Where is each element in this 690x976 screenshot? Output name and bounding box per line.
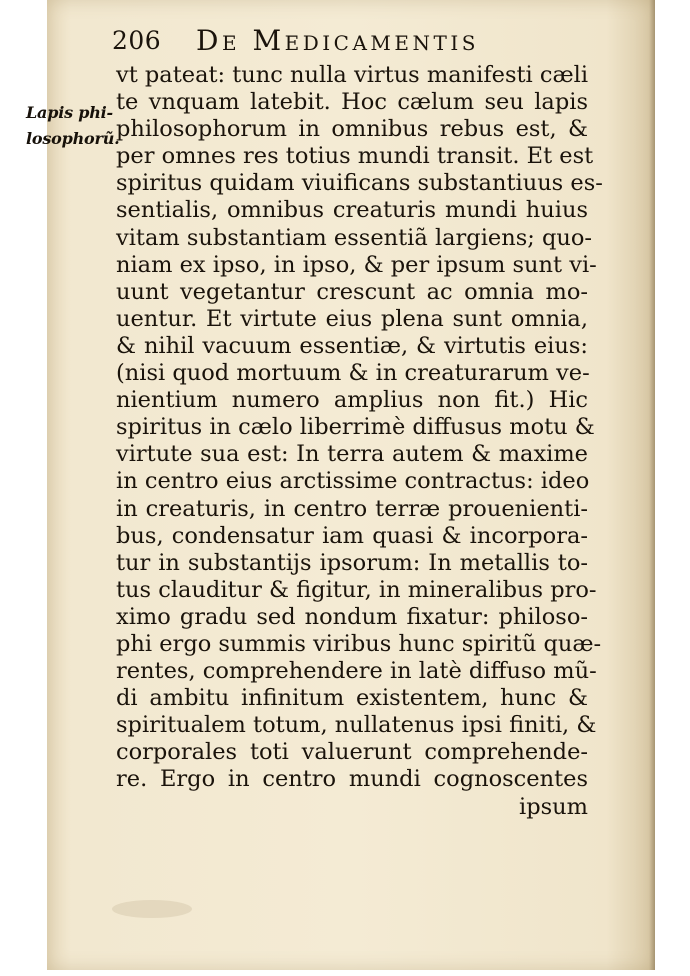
page-edge-shadow [649,0,655,970]
text-line: phi ergo summis viribus hunc spiritũ quæ- [116,630,602,657]
text-line: (nisi quod mortuum & in creaturarum ve- [116,360,590,387]
text-line: per omnes res totius mundi transit. Et est [116,143,594,170]
page-number: 206 [112,26,162,55]
text-line: vitam substantiam essentiã largiens; quo- [116,224,593,251]
text-line: in creaturis, in centro terræ prouenienti- [116,495,588,522]
margin-note-line: losophorũ. [26,129,120,148]
text-line: bus, condensatur iam quasi & incorpora- [116,522,588,549]
text-line: spiritualem totum, nullatenus ipsi finiti, & [116,712,597,739]
text-line: sentialis, omnibus creaturis mundi huius [116,197,588,224]
text-line: uunt vegetantur crescunt ac omnia mo- [116,278,588,305]
text-line: in centro eius arctissime contractus: ideo [116,468,590,495]
catchword: ipsum [519,793,588,820]
text-line: spiritus in cælo liberrimè diffusus motu & [116,414,595,441]
text-line: nientium numero amplius non fit.) Hic [116,387,588,414]
body-text [116,62,603,821]
margin-note-line: Lapis phi- [26,103,114,122]
text-line: spiritus quidam viuificans substantiuus es- [116,170,603,197]
text-line: vt pateat: tunc nulla virtus manifesti cæli [116,62,589,88]
text-line: te vnquam latebit. Hoc cælum seu lapis [116,89,588,116]
text-line: tur in substantijs ipsorum: In metallis to- [116,549,588,576]
text-line: niam ex ipso, in ipso, & per ipsum sunt vi- [116,251,597,278]
text-line: virtute sua est: In terra autem & maxime [116,441,588,468]
text-line: philosophorum in omnibus rebus est, & [116,116,588,143]
margin-note [26,100,120,152]
text-line: corporales toti valuerunt comprehende- [116,739,588,766]
text-line: di ambitu infinitum existentem, hunc & [116,685,588,712]
text-line: ximo gradu sed nondum fixatur: philoso- [116,603,588,630]
page-header [108,24,598,58]
text-line: tus clauditur & figitur, in mineralibus pro- [116,576,597,603]
ink-smudge [112,900,192,918]
text-line: re. Ergo in centro mundi cognoscentes [116,766,588,793]
running-head: De Medicamentis [196,24,479,57]
text-line: rentes, comprehendere in latè diffuso mũ- [116,658,597,685]
text-line: uentur. Et virtute eius plena sunt omnia, [116,305,588,332]
text-line: & nihil vacuum essentiæ, & virtutis eius: [116,332,588,359]
